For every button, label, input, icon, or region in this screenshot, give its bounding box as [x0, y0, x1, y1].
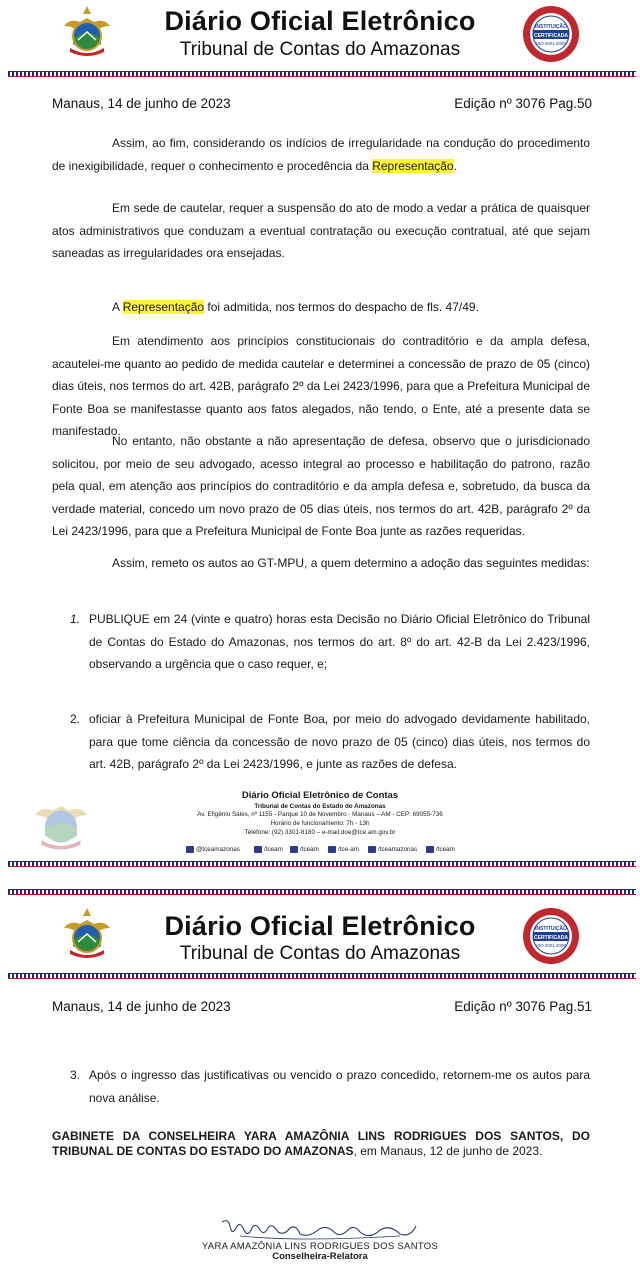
footer-title: Diário Oficial Eletrônico de Contas: [241, 790, 399, 801]
journal-subtitle: Tribunal de Contas do Amazonas: [179, 39, 461, 60]
paragraph: No entanto, não obstante a não apresentação de defesa, observo que o jurisdicionado solicitou, por meio de seu advogado, acesso integral ao processo e habilitação do patrono, razão pela qual, em atenção aos princípios do contraditório e da ampla defesa e, sobretudo, da busca da verdade material, concedo um novo prazo de 05 dias úteis, nos termos do art. 42B, parágrafo 2º da Lei 2423/1996, para que a Prefeitura Municipal de Fonte Boa junte as razões requeridas.: [52, 434, 590, 538]
flickr-link[interactable]: /tce-am: [328, 846, 359, 853]
svg-text:INSTITUIÇÃO: INSTITUIÇÃO: [535, 926, 567, 932]
svg-text:INSTITUIÇÃO: INSTITUIÇÃO: [535, 24, 567, 30]
signer-role: Conselheira-Relatora: [272, 1251, 368, 1262]
facebook-icon: [254, 846, 262, 853]
facebook-link[interactable]: /tceam: [254, 846, 283, 853]
iso-certification-seal-icon: [521, 4, 581, 64]
paragraph: Em atendimento aos princípios constitucionais do contraditório e da ampla defesa, acautelei-me quanto ao pedido de medida cautelar e determinei a concessão de prazo de 05 (cinco) dias úteis, nos termos do art. 42B, parágrafo 2º da Lei 2423/1996, para que a Prefeitura Municipal de Fonte Boa se manifestasse quanto aos fatos alegados, não tendo, o Ente, até a presente data se manifestado.: [52, 334, 590, 438]
list-item: 1. PUBLIQUE em 24 (vinte e quatro) horas esta Decisão no Diário Oficial Eletrônico do Tribunal de Contas do Estado do Amazonas, nos termos do art. 8º do art. 42-B da Lei 2.423/1996, observando a urgência que o caso requer, e;: [70, 612, 590, 671]
footer-address: Av. Efigênio Sales, nº 1155 - Parque 10 de Novembro - Manaus – AM - CEP: 69055-736: [197, 811, 443, 818]
edition-number: Edição nº 3076 Pag.50: [454, 96, 592, 111]
page-footer: [0, 788, 640, 858]
svg-text:ISO 9001:2008: ISO 9001:2008: [536, 41, 566, 46]
header-divider: [8, 973, 636, 979]
footer-contact: Telefone: (92) 3301-8180 – e-mail:doe@tce.am.gov.br: [244, 829, 396, 836]
handwritten-signature-icon: [200, 1216, 440, 1242]
edition-line: [52, 96, 592, 111]
edition-line: [52, 999, 592, 1014]
journal-title: Diário Oficial Eletrônico: [164, 911, 476, 941]
iso-certification-seal-icon: [521, 906, 581, 966]
page-top-divider: [8, 889, 636, 895]
social-links: [186, 846, 466, 856]
amazonas-coat-of-arms-icon: [60, 906, 114, 962]
highlighted-term: Representação: [372, 158, 454, 173]
amazonas-coat-of-arms-icon: [60, 4, 114, 60]
location-date: Manaus, 14 de junho de 2023: [52, 96, 231, 111]
twitter-link[interactable]: /tceam: [290, 846, 319, 853]
twitter-icon: [290, 846, 298, 853]
footer-hours: Horário de funcionamento: 7h - 13h: [270, 820, 370, 827]
paragraph: A Representação foi admitida, nos termos do despacho de fls. 47/49.: [112, 300, 479, 314]
journal-subtitle: Tribunal de Contas do Amazonas: [179, 943, 461, 964]
youtube-link[interactable]: /tceamazonas: [368, 846, 417, 853]
youtube-icon: [368, 846, 376, 853]
paragraph: Assim, remeto os autos ao GT-MPU, a quem determino a adoção das seguintes medidas:: [112, 556, 590, 570]
signer-name: YARA AMAZÔNIA LINS RODRIGUES DOS SANTOS: [201, 1241, 439, 1252]
flickr-icon: [328, 846, 336, 853]
list-item: 2. oficiar à Prefeitura Municipal de Fonte Boa, por meio do advogado devidamente habilitado, para que tome ciência da concessão de novo prazo de 05 (cinco) dias úteis, nos termos do art. 42B, parágrafo 2º da Lei 2423/1996, e junte as razões de defesa.: [70, 712, 590, 771]
paragraph: Em sede de cautelar, requer a suspensão do ato de modo a vedar a prática de quaisquer atos administrativos que conduzam a eventual contratação ou execução contratual, até que sejam saneadas as irregularidades ora ensejadas.: [52, 201, 590, 260]
svg-text:CERTIFICADA: CERTIFICADA: [534, 33, 568, 39]
instagram-icon: [186, 846, 194, 853]
svg-text:CERTIFICADA: CERTIFICADA: [534, 935, 568, 941]
location-date: Manaus, 14 de junho de 2023: [52, 999, 231, 1014]
list-item: 3. Após o ingresso das justificativas ou vencido o prazo concedido, retornem-me os autos para nova análise.: [70, 1068, 590, 1105]
header: [0, 0, 640, 70]
coat-of-arms-watermark-icon: [26, 790, 96, 854]
svg-text:ISO 9001:2008: ISO 9001:2008: [536, 943, 566, 948]
highlighted-term: Representação: [122, 300, 205, 314]
instagram-link[interactable]: @tceamazonas: [186, 846, 240, 853]
soundcloud-link[interactable]: /tceam: [426, 846, 455, 853]
footer-org: Tribunal de Contas do Estado do Amazonas: [254, 803, 386, 810]
soundcloud-icon: [426, 846, 434, 853]
edition-number: Edição nº 3076 Pag.51: [454, 999, 592, 1014]
header-divider: [8, 71, 636, 77]
header: [0, 900, 640, 970]
footer-divider: [8, 861, 636, 867]
paragraph: Assim, ao fim, considerando os indícios de irregularidade na condução do procedimento de inexigibilidade, requer o conhecimento e procedência da Representação.: [52, 136, 590, 173]
signature-block-text: GABINETE DA CONSELHEIRA YARA AMAZÔNIA LINS RODRIGUES DOS SANTOS, DO TRIBUNAL DE CONTAS DO ESTADO DO AMAZONAS, em Manaus, 12 de junho de 2023.: [52, 1129, 590, 1158]
journal-title: Diário Oficial Eletrônico: [164, 6, 476, 36]
